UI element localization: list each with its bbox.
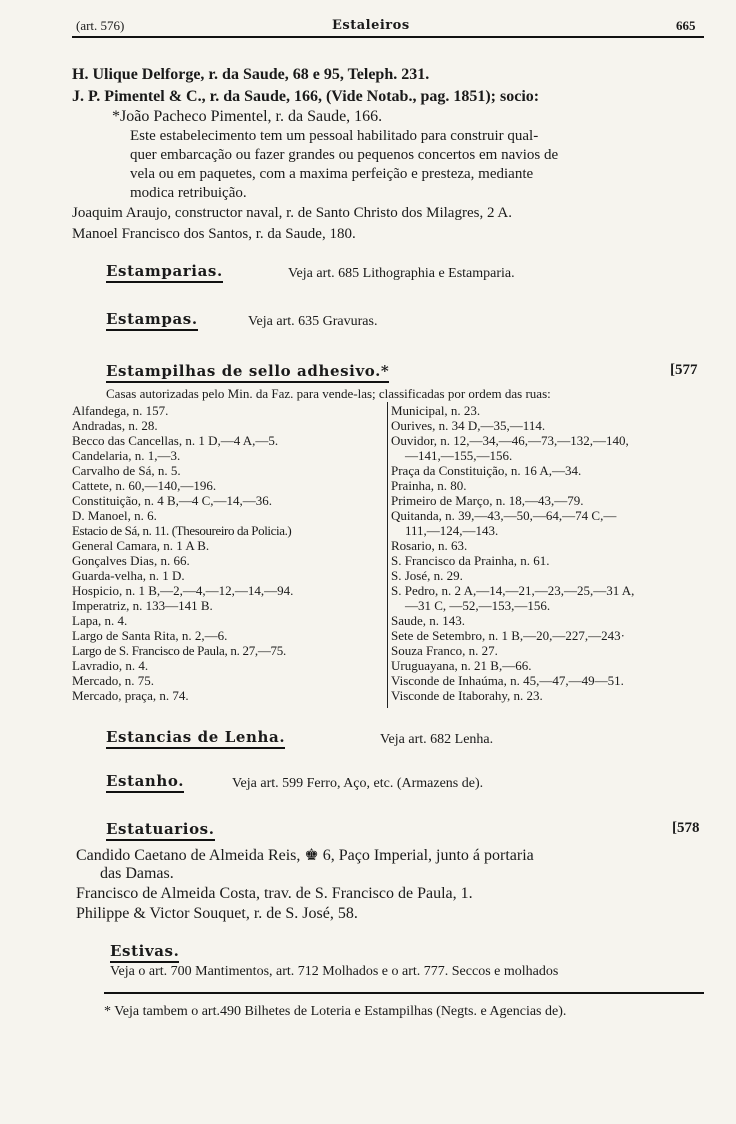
header-rule [72, 36, 704, 38]
list-item: Largo de Santa Rita, n. 2,—6. [72, 628, 228, 643]
list-item: Lapa, n. 4. [72, 613, 128, 628]
entry-pimentel-desc-1: Este estabelecimento tem um pessoal habilitado para construir qual- [130, 128, 539, 144]
column-divider [387, 402, 388, 708]
list-item: Hospicio, n. 1 B,—2,—4,—12,—14,—94. [72, 583, 294, 598]
estampilhas-right-column [391, 403, 634, 703]
list-item: Constituição, n. 4 B,—4 C,—14,—36. [72, 493, 273, 508]
list-item: Sete de Setembro, n. 1 B,—20,—227,—243· [391, 628, 625, 643]
list-item: Largo de S. Francisco de Paula, n. 27,—75. [72, 643, 286, 658]
entry-pimentel-socio: *João Pacheco Pimentel, r. da Saude, 166. [112, 108, 383, 125]
entry-pimentel: J. P. Pimentel & C., r. da Saude, 166, (Vide Notab., pag. 1851); socio: [72, 88, 540, 105]
list-item: Gonçalves Dias, n. 66. [72, 553, 190, 568]
entry-almeida-reis-cont: das Damas. [100, 865, 174, 882]
list-item: Souza Franco, n. 27. [391, 643, 498, 658]
list-item: Ourives, n. 34 D,—35,—114. [391, 418, 546, 433]
list-item: Quitanda, n. 39,—43,—50,—64,—74 C,— [391, 508, 617, 523]
entry-pimentel-desc-2: quer embarcação ou fazer grandes ou pequenos concertos em navios de [130, 147, 559, 163]
list-item: Visconde de Inhaúma, n. 45,—47,—49—51. [391, 673, 624, 688]
header-title: Estaleiros [332, 18, 410, 33]
section-ref-estancias: Veja art. 682 Lenha. [380, 732, 494, 747]
list-item: Imperatriz, n. 133—141 B. [72, 598, 213, 613]
section-ref-estanho: Veja art. 599 Ferro, Aço, etc. (Armazens de). [232, 776, 484, 791]
list-item: D. Manoel, n. 6. [72, 508, 157, 523]
list-item: Mercado, praça, n. 74. [72, 688, 189, 703]
estampilhas-intro: Casas autorizadas pelo Min. da Faz. para vende-las; classificadas por ordem das ruas: [106, 386, 551, 401]
list-item: Lavradio, n. 4. [72, 658, 149, 673]
section-ref-estampas: Veja art. 635 Gravuras. [248, 314, 378, 329]
header-article-ref: (art. 576) [76, 18, 125, 33]
list-item: General Camara, n. 1 A B. [72, 538, 210, 553]
section-ref-estamparias: Veja art. 685 Lithographia e Estamparia. [288, 266, 515, 281]
section-heading-estancias: Estancias de Lenha. [106, 728, 285, 749]
list-item: S. Francisco da Prainha, n. 61. [391, 553, 550, 568]
list-item: —31 C, —52,—153,—156. [405, 598, 551, 613]
list-item: —141,—155,—156. [405, 448, 513, 463]
list-item: Saude, n. 143. [391, 613, 466, 628]
list-item: Prainha, n. 80. [391, 478, 467, 493]
list-item: Alfandega, n. 157. [72, 403, 169, 418]
section-heading-estamparias: Estamparias. [106, 262, 223, 283]
footnote: * Veja tambem o art.490 Bilhetes de Loteria e Estampilhas (Negts. e Agencias de). [104, 1004, 567, 1019]
section-number-estampilhas: [577 [670, 362, 698, 378]
section-heading-estampas: Estampas. [106, 310, 198, 331]
entry-santos: Manoel Francisco dos Santos, r. da Saude, 180. [72, 226, 356, 242]
list-item: Guarda-velha, n. 1 D. [72, 568, 185, 583]
list-item: Becco das Cancellas, n. 1 D,—4 A,—5. [72, 433, 279, 448]
footnote-rule [104, 992, 704, 994]
entry-almeida-costa: Francisco de Almeida Costa, trav. de S. Francisco de Paula, 1. [76, 885, 473, 902]
list-item: Primeiro de Março, n. 18,—43,—79. [391, 493, 584, 508]
entry-souquet: Philippe & Victor Souquet, r. de S. José, 58. [76, 905, 358, 922]
section-heading-estanho: Estanho. [106, 772, 184, 793]
entry-almeida-reis: Candido Caetano de Almeida Reis, ♚ 6, Paço Imperial, junto á portaria [76, 847, 534, 864]
section-ref-estivas: Veja o art. 700 Mantimentos, art. 712 Molhados e o art. 777. Seccos e molhados [110, 964, 559, 979]
list-item: Visconde de Itaborahy, n. 23. [391, 688, 543, 703]
list-item: Candelaria, n. 1,—3. [72, 448, 181, 463]
entry-pimentel-desc-4: modica retribuição. [130, 185, 247, 201]
list-item: Uruguayana, n. 21 B,—66. [391, 658, 532, 673]
list-item: Rosario, n. 63. [391, 538, 468, 553]
list-item: Carvalho de Sá, n. 5. [72, 463, 181, 478]
list-item: Estacio de Sá, n. 11. (Thesoureiro da Policia.) [72, 523, 292, 538]
entry-delforge: H. Ulique Delforge, r. da Saude, 68 e 95, Teleph. 231. [72, 66, 430, 83]
section-heading-estivas: Estivas. [110, 942, 179, 963]
entry-araujo: Joaquim Araujo, constructor naval, r. de Santo Christo dos Milagres, 2 A. [72, 205, 512, 221]
list-item: S. Pedro, n. 2 A,—14,—21,—23,—25,—31 A, [391, 583, 635, 598]
list-item: 111,—124,—143. [405, 523, 499, 538]
header-page-number: 665 [676, 18, 696, 33]
section-heading-estatuarios: Estatuarios. [106, 820, 215, 841]
list-item: Ouvidor, n. 12,—34,—46,—73,—132,—140, [391, 433, 629, 448]
list-item: Cattete, n. 60,—140,—196. [72, 478, 217, 493]
list-item: Mercado, n. 75. [72, 673, 154, 688]
list-item: Andradas, n. 28. [72, 418, 158, 433]
list-item: S. José, n. 29. [391, 568, 463, 583]
estampilhas-left-column [72, 403, 293, 703]
section-heading-estampilhas: Estampilhas de sello adhesivo.* [106, 362, 389, 383]
entry-pimentel-desc-3: vela ou em paquetes, com a maxima perfeição e presteza, mediante [130, 166, 534, 182]
list-item: Praça da Constituição, n. 16 A,—34. [391, 463, 582, 478]
list-item: Municipal, n. 23. [391, 403, 481, 418]
section-number-estatuarios: [578 [672, 820, 700, 836]
